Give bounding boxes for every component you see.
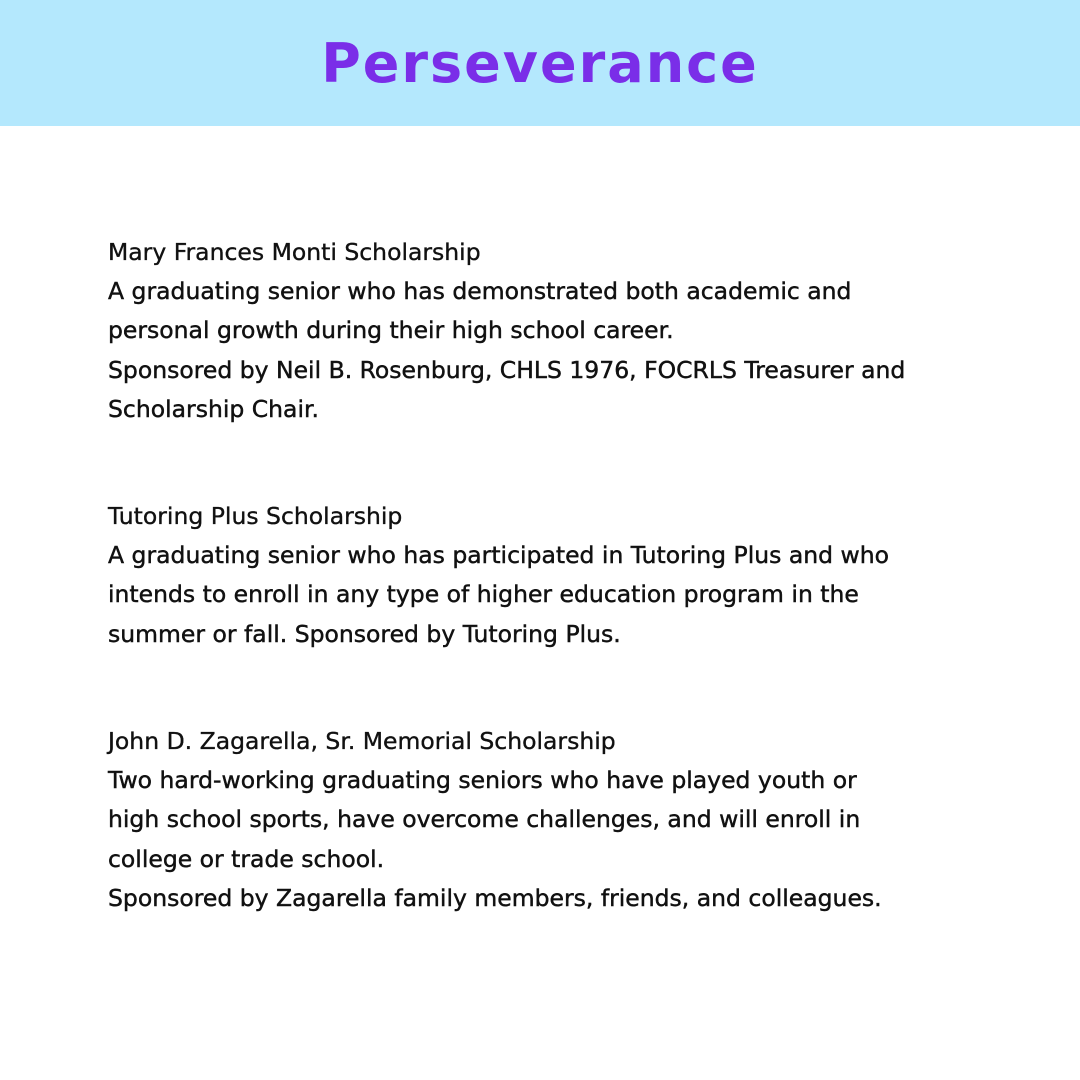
scholarship-sponsor-line: Scholarship Chair.: [108, 394, 319, 423]
scholarship-tutoring-plus: [108, 497, 1008, 654]
scholarship-sponsor-line: Sponsored by Neil B. Rosenburg, CHLS 1976, FOCRLS Treasurer and: [108, 355, 906, 384]
scholarship-mary-frances-monti: [108, 233, 1008, 429]
page-title: Perseverance: [321, 32, 759, 95]
scholarship-description-line: summer or fall. Sponsored by Tutoring Plus.: [108, 619, 621, 648]
scholarship-description-line: Two hard-working graduating seniors who have played youth or: [108, 766, 857, 795]
header-banner: [0, 0, 1080, 126]
scholarship-description-line: A graduating senior who has demonstrated both academic and: [108, 277, 852, 306]
scholarship-description-line: A graduating senior who has participated in Tutoring Plus and who: [108, 541, 890, 570]
scholarship-description-line: intends to enroll in any type of higher education program in the: [108, 580, 859, 609]
scholarship-john-d-zagarella: [108, 722, 1008, 918]
scholarship-description-line: personal growth during their high school career.: [108, 316, 674, 345]
scholarship-description-line: high school sports, have overcome challenges, and will enroll in: [108, 805, 861, 834]
scholarship-sponsor-line: Sponsored by Zagarella family members, friends, and colleagues.: [108, 883, 882, 912]
scholarship-title: Mary Frances Monti Scholarship: [108, 238, 481, 266]
scholarship-title: John D. Zagarella, Sr. Memorial Scholarship: [108, 727, 616, 755]
scholarship-title: Tutoring Plus Scholarship: [108, 502, 403, 530]
scholarship-description-line: college or trade school.: [108, 844, 385, 873]
